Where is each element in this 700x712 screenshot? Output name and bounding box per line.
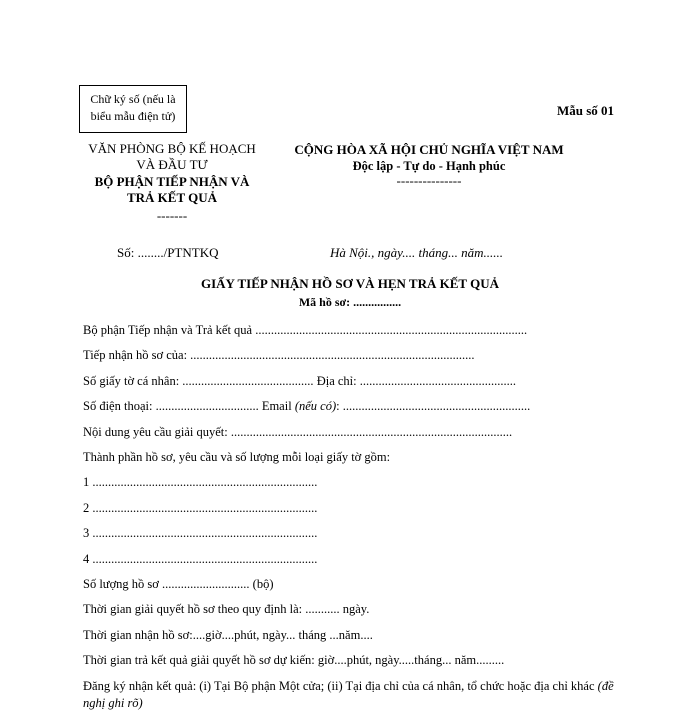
email-label: Email — [261, 399, 292, 414]
id-field: Số giấy tờ cá nhân: .......................................... — [83, 373, 314, 388]
email-field: : ............................................................ — [336, 399, 531, 414]
agency-header — [82, 141, 262, 224]
record-count-line: Số lượng hồ sơ ............................ (bộ) — [83, 576, 274, 591]
register-result-text: Đăng ký nhận kết quả: (i) Tại Bộ phận Một cửa; (ii) Tại địa chỉ của cá nhân, tổ chức hoặc địa chỉ khác — [83, 679, 595, 694]
address-field: Địa chỉ: .................................................. — [316, 373, 516, 388]
received-from-line: Tiếp nhận hồ sơ của: ........................................................................................... — [83, 348, 475, 363]
id-address-line — [83, 369, 623, 394]
component-item-1: 1 ........................................................................ — [83, 475, 318, 490]
agency-separator: ------- — [156, 208, 188, 223]
components-line: Thành phần hồ sơ, yêu cầu và số lượng mỗi loại giấy tờ gồm: — [83, 449, 391, 464]
form-number: Mẫu số 01 — [556, 103, 614, 118]
receive-time-line: Thời gian nhận hồ sơ:....giờ....phút, ngày... tháng ...năm.... — [83, 627, 373, 642]
document-title: GIẤY TIẾP NHẬN HỒ SƠ VÀ HẸN TRẢ KẾT QUẢ — [201, 276, 499, 291]
document-number: Số: ......../PTNTKQ — [117, 245, 219, 260]
national-motto: Độc lập - Tự do - Hạnh phúc — [352, 159, 506, 173]
phone-email-line — [83, 394, 623, 419]
phone-field: Số điện thoại: ................................. — [83, 399, 259, 414]
email-note: (nếu có) — [294, 399, 337, 414]
country-name: CỘNG HÒA XÃ HỘI CHỦ NGHĨA VIỆT NAM — [294, 142, 564, 157]
component-item-2: 2 ........................................................................ — [83, 500, 318, 515]
register-result-line — [83, 673, 623, 712]
department-name: BỘ PHẬN TIẾP NHẬN VÀ TRẢ KẾT QUẢ — [94, 174, 250, 205]
processing-time-line: Thời gian giải quyết hồ sơ theo quy định là: ........... ngày. — [83, 602, 370, 617]
component-item-3: 3 ........................................................................ — [83, 526, 318, 541]
return-time-line: Thời gian trả kết quả giải quyết hồ sơ dự kiến: giờ....phút, ngày.....tháng... năm......... — [83, 653, 505, 668]
register-result-note: (đề nghị ghi rõ) — [83, 679, 614, 711]
unit-line: Bộ phận Tiếp nhận và Trả kết quả ....................................................................................... — [83, 323, 528, 337]
agency-name: VĂN PHÒNG BỘ KẾ HOẠCH VÀ ĐẦU TƯ — [88, 141, 256, 172]
component-item-4: 4 ........................................................................ — [83, 551, 318, 566]
motto-separator: --------------- — [396, 173, 462, 188]
digital-signature-box — [79, 85, 187, 133]
record-code: Mã hồ sơ: ................ — [298, 295, 402, 309]
national-header — [276, 141, 582, 187]
request-line: Nội dung yêu cầu giải quyết: .......................................................................................... — [83, 424, 513, 439]
digital-signature-text: Chữ ký số (nếu là biểu mẫu điện tử) — [90, 92, 176, 123]
place-and-date: Hà Nội., ngày.... tháng... năm...... — [330, 245, 503, 260]
form-body — [83, 318, 623, 712]
